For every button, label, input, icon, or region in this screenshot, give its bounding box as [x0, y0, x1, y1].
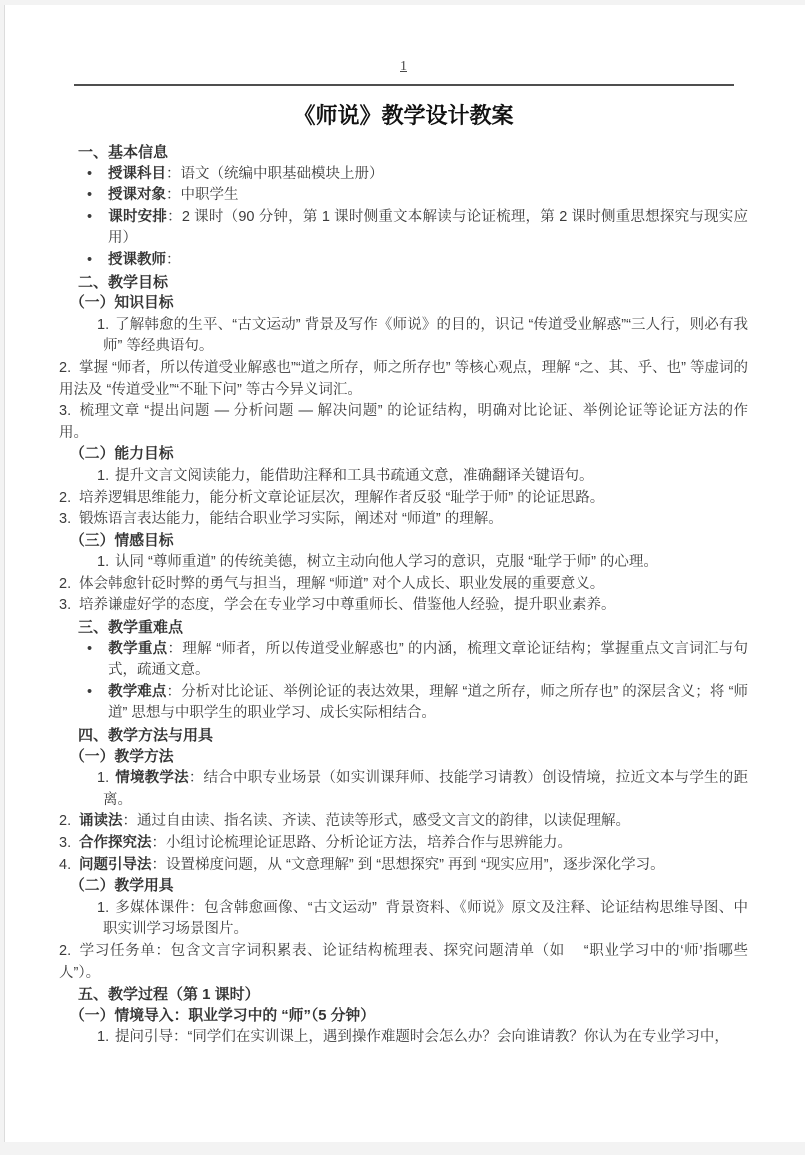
bold-label: 问题引导法 [79, 856, 152, 873]
number-marker: 1. [97, 467, 110, 484]
paragraph [59, 509, 748, 531]
paragraph [59, 682, 748, 725]
number-marker: 3. [59, 835, 72, 851]
bullet-marker: • [87, 683, 93, 700]
bold-label: 三、教学重难点 [78, 619, 184, 637]
bold-label: （一）情境导入：职业学习中的 “师”（5 分钟） [70, 1007, 375, 1024]
section-heading [59, 531, 748, 553]
document-page [4, 5, 805, 1142]
number-marker: 2. [59, 359, 72, 376]
paragraph [59, 1027, 748, 1049]
number-marker: 1. [97, 1029, 110, 1046]
bold-label: 教学重点 [108, 640, 168, 657]
bold-label: 四、教学方法与用具 [78, 727, 214, 745]
bold-label: （二）能力目标 [70, 446, 174, 463]
text-run: ：设置梯度问题，从 “文意理解” 到 “思想探究” 再到 “现实应用”，逐步深化学习。 [151, 856, 665, 873]
number-marker: 3. [59, 597, 72, 614]
bold-label: （一）知识目标 [70, 295, 174, 312]
text-run: 了解韩愈的生平、“古文运动” 背景及写作《师说》的目的，识记 “传道受业解惑”“三人行，则必有我师” 等经典语句。 [103, 316, 748, 355]
number-marker: 2. [59, 813, 72, 830]
text-run: 培养逻辑思维能力，能分析文章论证层次，理解作者反驳 “耻学于师” 的论证思路。 [79, 489, 605, 506]
number-marker: 1. [97, 316, 110, 333]
text-run: ：小组讨论梳理论证思路、分析论证方法，培养合作与思辨能力。 [151, 835, 572, 851]
bold-label: （一）教学方法 [70, 748, 174, 765]
text-run: 培养谦虚好学的态度，学会在专业学习中尊重师长、借鉴他人经验，提升职业素养。 [79, 597, 616, 614]
paragraph [59, 466, 748, 488]
text-run: 梳理文章 “提出问题 — 分析问题 — 解决问题” 的论证结构，明确对比论证、举例论证等论证方法的作用。 [59, 403, 748, 441]
text-run: ：2 课时（90 分钟，第 1 课时侧重文本解读与论证梳理，第 2 课时侧重思想探究与现实应用） [108, 208, 749, 247]
paragraph [59, 898, 748, 941]
document-title: 《师说》教学设计教案 [293, 103, 514, 128]
section-heading [59, 444, 748, 466]
paragraph [59, 941, 748, 984]
number-marker: 1. [97, 770, 110, 787]
header-divider [74, 84, 734, 86]
bold-label: 二、教学目标 [78, 273, 169, 291]
text-run: ：通过自由读、指名读、齐读、范读等形式，感受文言文的韵律，以读促理解。 [122, 813, 630, 830]
paragraph [59, 855, 748, 877]
bullet-marker: • [87, 640, 93, 657]
bullet-marker: • [87, 187, 93, 204]
bullet-marker: • [87, 165, 93, 182]
section-heading [59, 747, 748, 769]
bold-label: 授课科目 [108, 165, 166, 182]
text-run: ：理解 “师者，所以传道受业解惑也” 的内涵，梳理文章论证结构；掌握重点文言词汇与句式，疏通文意。 [108, 640, 749, 679]
number-marker: 1. [97, 899, 110, 916]
text-run: 锻炼语言表达能力，能结合职业学习实际，阐述对 “师道” 的理解。 [79, 511, 503, 528]
paragraph [59, 250, 748, 272]
paragraph [59, 639, 748, 682]
section-heading [59, 272, 748, 294]
text-run: ：结合中职专业场景（如实训课拜师、技能学习请教）创设情境，拉近文本与学生的距离。 [103, 770, 748, 808]
paragraph [59, 315, 748, 358]
bullet-marker: • [87, 208, 93, 225]
text-run: 提问引导：“同学们在实训课上，遇到操作难题时会怎么办？会向谁请教？你认为在专业学习中， [115, 1029, 729, 1046]
paragraph [59, 488, 748, 510]
bold-label: 五、教学过程（第 1 课时） [78, 986, 260, 1004]
bullet-marker: • [87, 251, 93, 268]
text-run: 多媒体课件：包含韩愈画像、“古文运动” 背景资料、《师说》原文及注释、论证结构思维导图、中职实训学习场景图片。 [103, 899, 748, 938]
section-heading [59, 984, 748, 1006]
text-run: 认同 “尊师重道” 的传统美德，树立主动向他人学习的意识，克服 “耻学于师” 的心理。 [115, 554, 658, 571]
paragraph [59, 833, 748, 855]
bold-label: 诵读法 [79, 813, 123, 830]
document-body [59, 142, 748, 1049]
bold-label: 授课教师 [108, 251, 166, 268]
section-heading [59, 142, 748, 164]
number-marker: 2. [59, 942, 72, 959]
text-run: ：分析对比论证、举例论证的表达效果，理解 “道之所存，师之所存也” 的深层含义；将 “师道” 思想与中职学生的职业学习、成长实际相结合。 [108, 683, 749, 722]
bold-label: 情境教学法 [115, 770, 189, 787]
paragraph [59, 185, 748, 207]
text-run: ：语文（统编中职基础模块上册） [166, 165, 384, 182]
paragraph [59, 358, 748, 401]
section-heading [59, 293, 748, 315]
section-heading [59, 617, 748, 639]
number-marker: 2. [59, 489, 72, 506]
paragraph [59, 811, 748, 833]
bold-label: 授课对象 [108, 187, 166, 204]
paragraph [59, 552, 748, 574]
paragraph [59, 574, 748, 596]
page-number: 1 [400, 59, 407, 74]
paragraph [59, 401, 748, 444]
section-heading [59, 725, 748, 747]
paragraph [59, 164, 748, 186]
number-marker: 1. [97, 554, 110, 571]
text-run: ：中职学生 [166, 187, 239, 204]
text-run: 学习任务单：包含文言字词积累表、论证结构梳理表、探究问题清单（如 “职业学习中的‘师’指哪些人”）。 [59, 942, 748, 981]
paragraph [59, 207, 748, 250]
bold-label: （三）情感目标 [70, 532, 174, 549]
bold-label: （二）教学用具 [70, 878, 174, 895]
paragraph [59, 595, 748, 617]
number-marker: 3. [59, 403, 72, 420]
text-run: 体会韩愈针砭时弊的勇气与担当，理解 “师道” 对个人成长、职业发展的重要意义。 [79, 575, 605, 592]
section-heading [59, 876, 748, 898]
text-run: 掌握 “师者，所以传道受业解惑也”“道之所存，师之所存也” 等核心观点，理解 “之、其、乎、也” 等虚词的用法及 “传道受业”“不耻下问” 等古今异义词汇。 [59, 359, 748, 398]
paragraph [59, 768, 748, 811]
bold-label: 教学难点 [108, 683, 167, 700]
text-run: ： [166, 251, 181, 268]
bold-label: 合作探究法 [79, 835, 152, 851]
number-marker: 4. [59, 856, 72, 873]
bold-label: 课时安排 [108, 208, 168, 225]
section-heading [59, 1006, 748, 1028]
number-marker: 3. [59, 511, 72, 528]
text-run: 提升文言文阅读能力，能借助注释和工具书疏通文意，准确翻译关键语句。 [115, 467, 594, 484]
number-marker: 2. [59, 575, 72, 592]
bold-label: 一、基本信息 [78, 144, 169, 161]
